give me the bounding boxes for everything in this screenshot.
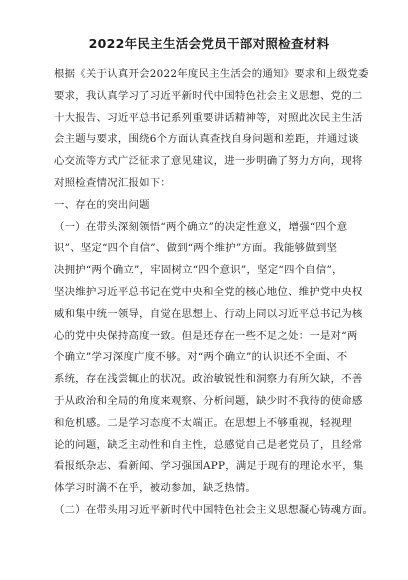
body-line: 心交流等方式广泛征求了意见建议，进一步明确了努力方向，现将 <box>54 155 363 168</box>
body-line: 根据《关于认真开会2022年度民主生活会的通知》要求和上级党委 <box>54 68 369 80</box>
body-line: 于从政治和全局的角度来观察、分析问题，缺少时不我待的使命感 <box>54 394 363 407</box>
section-heading: 一、存在的突出问题 <box>54 198 150 211</box>
body-line: 对照检查情况汇报如下： <box>54 176 172 189</box>
body-line: 体学习时满不在乎，被动参加，缺乏热情。 <box>54 482 257 495</box>
body-line: 心的党中央保持高度一致。但是还存在一些不足之处：一是对“两 <box>54 329 358 342</box>
body-line: （二）在带头用习近平新时代中国特色社会主义思想凝心铸魂方面。 <box>54 503 374 516</box>
body-line: 十大报告、习近平总书记系列重要讲话精神等，对照此次民主生活 <box>54 111 363 124</box>
body-line: 系统，存在浅尝辄止的状况。政治敏锐性和洞察力有所欠缺，不善 <box>54 373 363 386</box>
body-line: 论的问题，缺乏主动性和自主性，总感觉自己是老党员了，且经常 <box>54 438 363 451</box>
body-line: 看报纸杂志、看新闻、学习强国APP，满足于现有的理论水平，集 <box>54 460 364 473</box>
body-line: 和危机感。二是学习态度不太端正。在思想上不够重视，轻视理 <box>54 416 352 429</box>
body-line: 威和集中统一领导，自觉在思想上、行动上同以习近平总书记为核 <box>54 307 363 320</box>
document-title: 2022年民主生活会党员干部对照检查材料 <box>88 36 330 51</box>
body-line: 坚决维护习近平总书记在党中央和全党的核心地位、维护党中央权 <box>54 285 363 298</box>
body-line: 个确立”学习深度广度不够。对“两个确立”的认识还不全面、不 <box>54 351 348 364</box>
body-line: 识”、坚定“四个自信”、做到“两个维护”方面。我能够做到坚 <box>54 242 338 255</box>
body-line: 要求，我认真学习了习近平新时代中国特色社会主义思想、党的二 <box>54 89 363 102</box>
body-line: 会主题与要求，围绕6个方面认真查找自身问题和差距，并通过谈 <box>54 133 359 146</box>
body-line: 决拥护“两个确立”，牢固树立“四个意识”，坚定“四个自信”， <box>54 264 343 277</box>
body-line: （一）在带头深刻领悟“两个确立”的决定性意义，增强“四个意 <box>54 220 348 233</box>
